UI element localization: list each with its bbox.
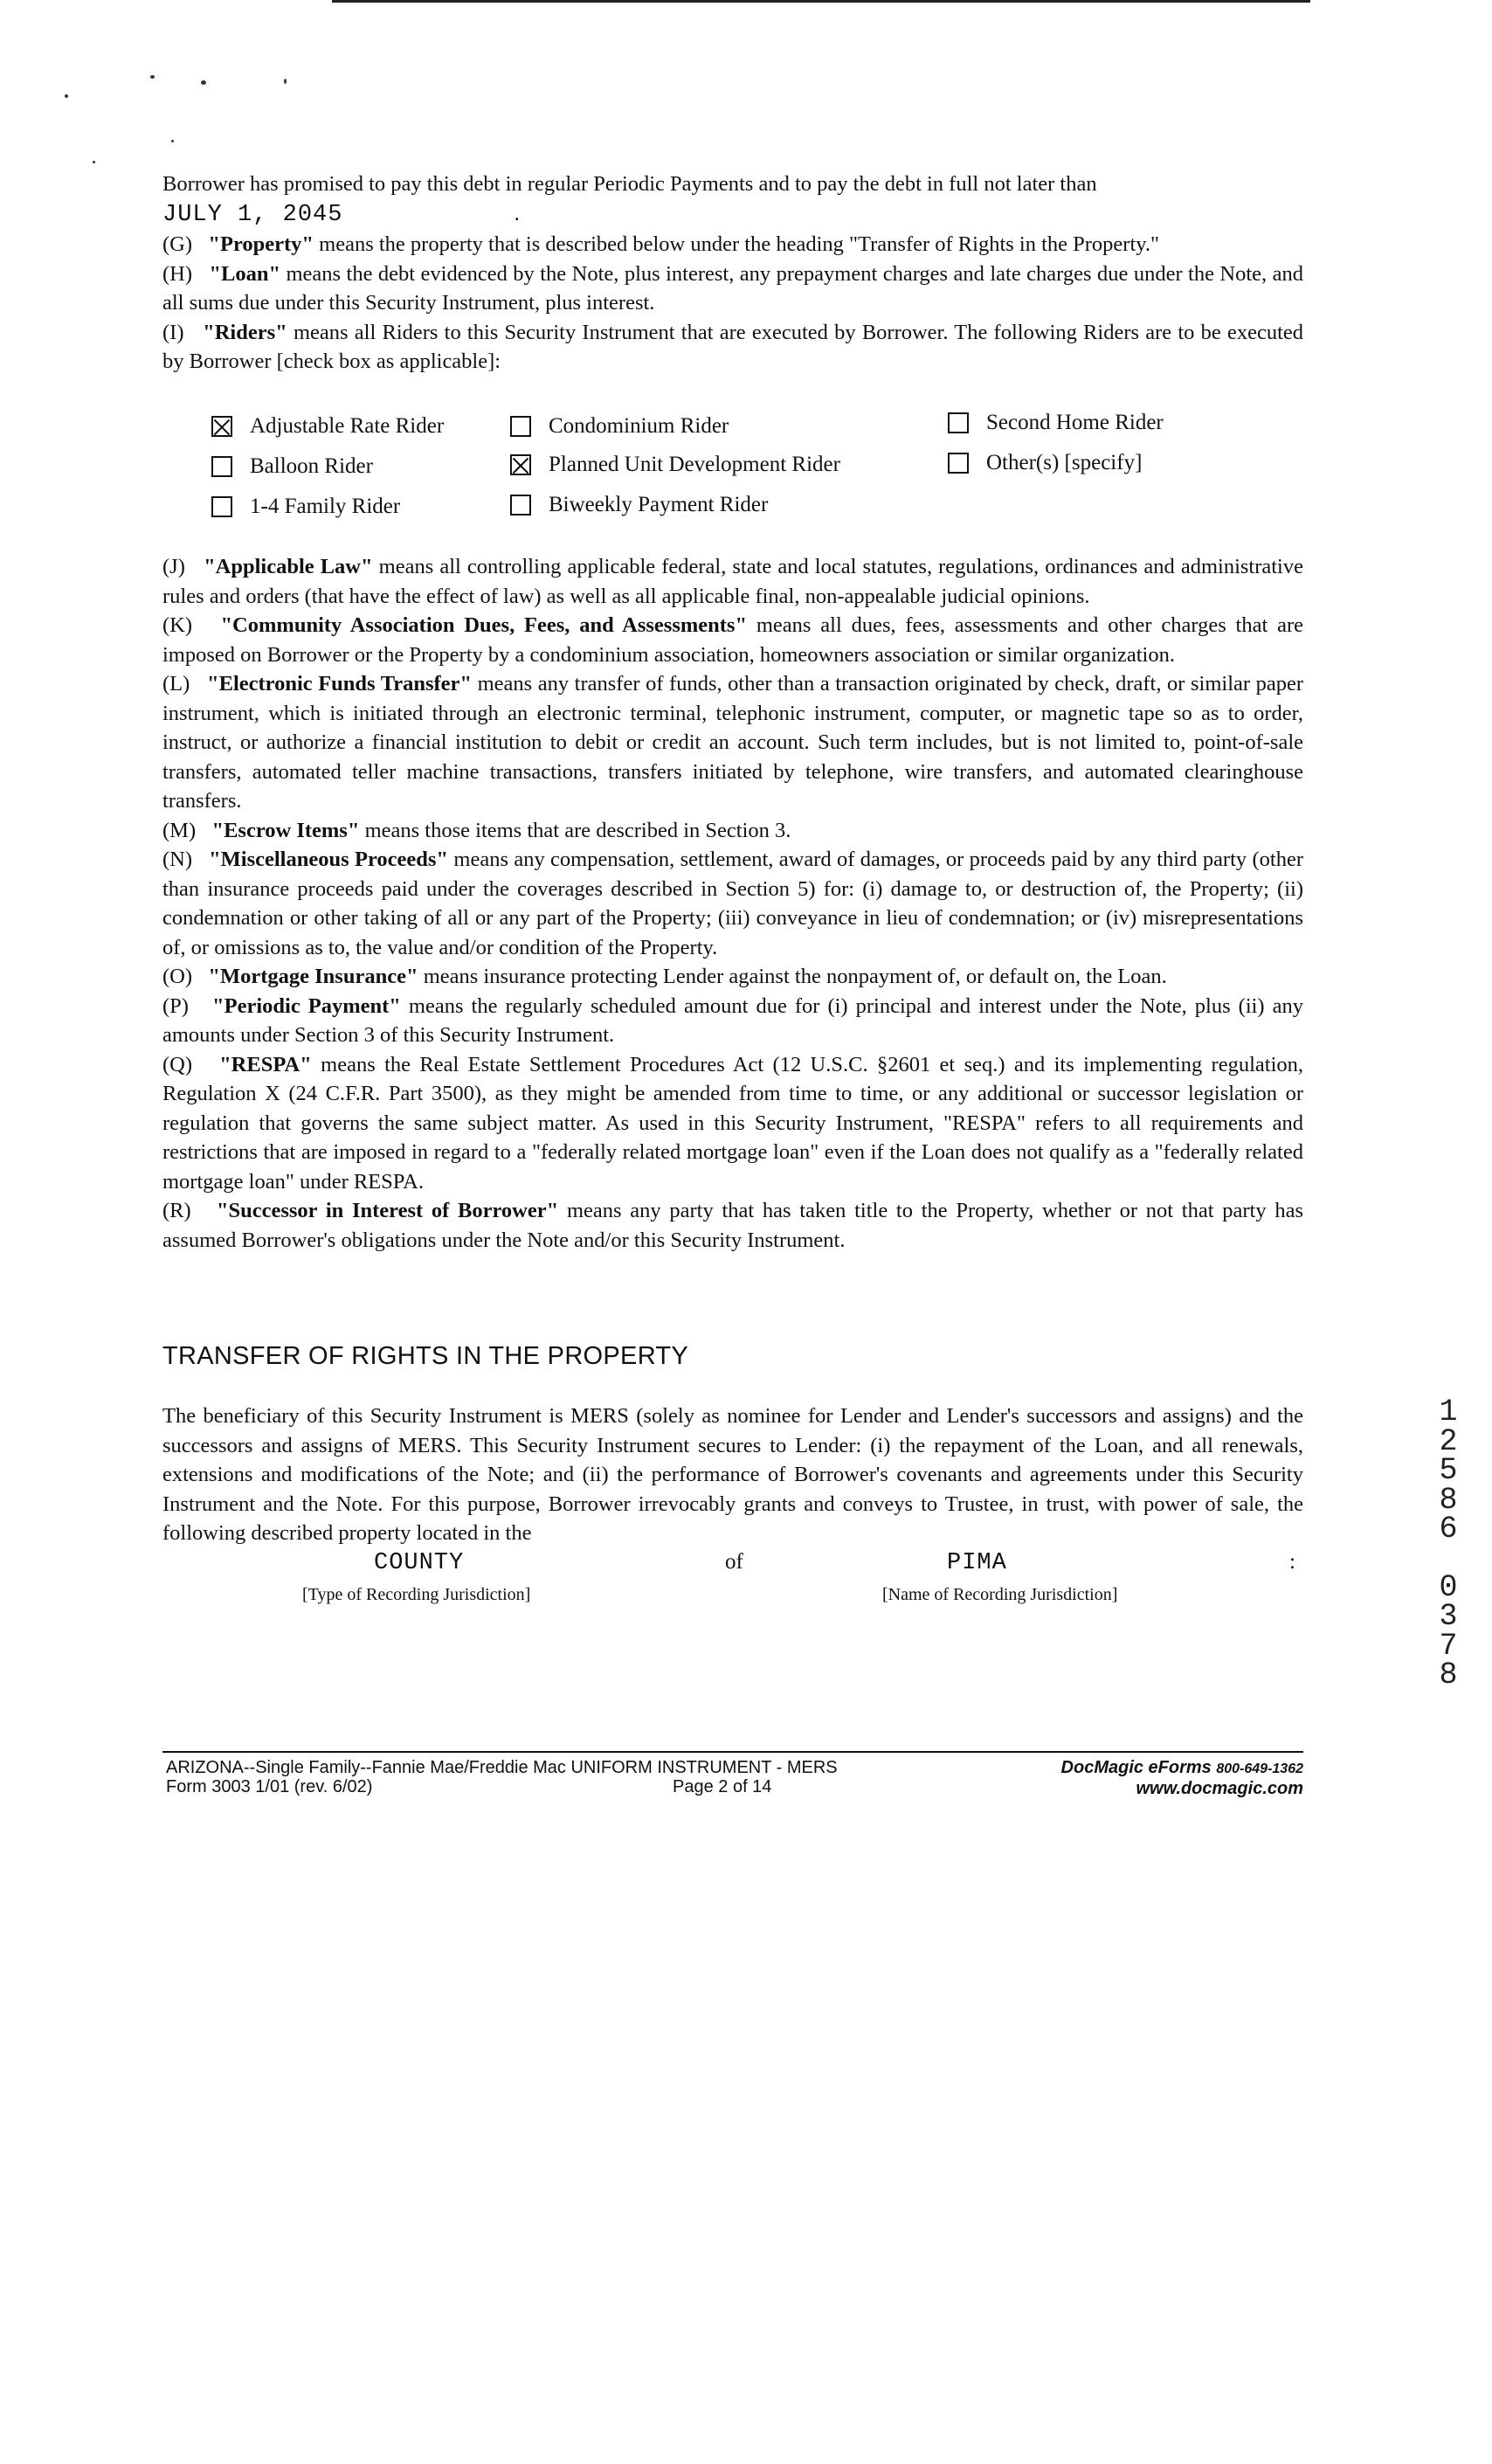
scan-top-edge [332, 0, 1310, 3]
footer-phone: 800-649-1362 [1216, 1761, 1303, 1776]
definition-k: (K) "Community Association Dues, Fees, and Assessments" means all dues, fees, assessments and other charges that are imposed on Borrower or the Property by a condominium association, homeowners association or similar organization. [162, 613, 1303, 667]
jurisdiction-colon: : [1289, 1550, 1295, 1574]
footer-page-number: Page 2 of 14 [673, 1777, 772, 1796]
rider-condominium[interactable]: Condominium Rider [510, 414, 729, 439]
checkbox-icon[interactable] [510, 495, 531, 516]
checkbox-icon[interactable] [211, 456, 232, 477]
definition-o: (O) "Mortgage Insurance" means insurance protecting Lender against the nonpayment of, or default on, the Loan. [162, 965, 1167, 988]
definition-h: (H) "Loan" means the debt evidenced by the Note, plus interest, any prepayment charges and late charges due under the Note, and all sums due under this Security Instrument, plus interest. [162, 261, 1304, 315]
checked-checkbox-icon[interactable] [510, 454, 531, 475]
recording-number-stamp: 1 2 5 8 6 0 3 7 8 [1439, 1395, 1458, 1692]
rider-balloon[interactable]: Balloon Rider [211, 454, 373, 479]
scan-speck [171, 140, 174, 142]
checkbox-icon[interactable] [211, 496, 232, 517]
definition-g: (G) "Property" means the property that is described below under the heading "Transfer of Rights in the Property." [162, 232, 1160, 256]
docmagic-logo: DocMagic eForms [1060, 1758, 1212, 1777]
jurisdiction-name-label: [Name of Recording Jurisdiction] [882, 1585, 1118, 1604]
jurisdiction-of: of [725, 1550, 743, 1574]
definition-r: (R) "Successor in Interest of Borrower" means any party that has taken title to the Property, whether or not that party has assumed Borrower's obligations under the Note and/or this Security Instrument. [162, 1199, 1304, 1252]
definition-l: (L) "Electronic Funds Transfer" means any transfer of funds, other than a transaction originated by check, draft, or similar paper instrument, which is initiated through an electronic terminal, telephonic instrument, computer, or magnetic tape so as to order, instruct, or authorize a financial institution to debit or credit an account. Such term includes, but is not limited to, point-of-sale transfers, automated teller machine transactions, transfers initiated by telephone, wire transfers, and automated clearinghouse transfers. [162, 672, 1304, 813]
definition-q: (Q) "RESPA" means the Real Estate Settlement Procedures Act (12 U.S.C. §2601 et seq.) and its implementing regulation, Regulation X (24 C.F.R. Part 3500), as they might be amended from time to time, or any additional or successor legislation or regulation that governs the same subject matter. As used in this Security Instrument, "RESPA" refers to all requirements and restrictions that are imposed in regard to a "federally related mortgage loan" even if the Loan does not qualify as a "federally related mortgage loan" under RESPA. [162, 1052, 1303, 1194]
footer-form-title: ARIZONA--Single Family--Fannie Mae/Freddie Mac UNIFORM INSTRUMENT - MERS [166, 1758, 838, 1777]
scan-speck [150, 75, 155, 79]
rider-biweekly-payment[interactable]: Biweekly Payment Rider [510, 493, 768, 517]
footer-website[interactable]: www.docmagic.com [1136, 1779, 1303, 1798]
rider-1-4-family[interactable]: 1-4 Family Rider [211, 495, 400, 519]
rider-second-home[interactable]: Second Home Rider [948, 411, 1164, 435]
jurisdiction-type-value: COUNTY [374, 1550, 465, 1576]
definitions-bottom [162, 552, 1303, 1255]
rider-planned-unit-development[interactable]: Planned Unit Development Rider [510, 453, 840, 477]
scan-speck [93, 161, 95, 163]
scan-speck [65, 94, 68, 98]
rider-other[interactable]: Other(s) [specify] [948, 451, 1142, 475]
footer-brand [987, 1758, 1303, 1798]
checked-checkbox-icon[interactable] [211, 416, 232, 437]
checkbox-icon[interactable] [948, 453, 969, 474]
definition-m: (M) "Escrow Items" means those items that are described in Section 3. [162, 818, 791, 842]
jurisdiction-name-value: PIMA [947, 1550, 1007, 1576]
maturity-period: . [514, 201, 520, 225]
definition-i: (I) "Riders" means all Riders to this Security Instrument that are executed by Borrower. The following Riders are to be executed by Borrower [check box as applicable]: [162, 320, 1304, 373]
footer-form-number: Form 3003 1/01 (rev. 6/02) [166, 1777, 373, 1796]
checkbox-icon[interactable] [510, 416, 531, 437]
riders-checklist [211, 411, 1260, 533]
definition-p: (P) "Periodic Payment" means the regularly scheduled amount due for (i) principal and interest under the Note, plus (ii) any amounts under Section 3 of this Security Instrument. [162, 993, 1303, 1047]
maturity-date: JULY 1, 2045 [162, 201, 343, 228]
intro-text: Borrower has promised to pay this debt in regular Periodic Payments and to pay the debt in full not later than [162, 172, 1097, 196]
scan-speck [201, 80, 206, 85]
definition-j: (J) "Applicable Law" means all controlling applicable federal, state and local statutes, regulations, ordinances and administrative rules and orders (that have the effect of law) as well as all applicable final, non-appealable judicial opinions. [162, 555, 1303, 608]
definitions-top [162, 170, 1303, 377]
section-heading: TRANSFER OF RIGHTS IN THE PROPERTY [162, 1342, 689, 1370]
footer-rule [162, 1751, 1303, 1753]
definition-n: (N) "Miscellaneous Proceeds" means any compensation, settlement, award of damages, or proceeds paid by any third party (other than insurance proceeds paid under the coverages described in Section 5) for: (i) damage to, or destruction of, the Property; (ii) condemnation or other taking of all or any part of the Property; (iii) conveyance in lieu of condemnation; or (iv) misrepresentations of, or omissions as to, the value and/or condition of the Property. [162, 848, 1303, 959]
rider-adjustable-rate[interactable]: Adjustable Rate Rider [211, 414, 444, 439]
jurisdiction-type-label: [Type of Recording Jurisdiction] [302, 1585, 531, 1604]
checkbox-icon[interactable] [948, 412, 969, 433]
scan-speck [284, 79, 287, 84]
intro-paragraph [162, 170, 1303, 230]
transfer-paragraph: The beneficiary of this Security Instrument is MERS (solely as nominee for Lender and Lender's successors and assigns) and the successors and assigns of MERS. This Security Instrument secures to Lender: (i) the repayment of the Loan, and all renewals, extensions and modifications of the Note; and (ii) the performance of Borrower's covenants and agreements under this Security Instrument and the Note. For this purpose, Borrower irrevocably grants and conveys to Trustee, in trust, with power of sale, the following described property located in the [162, 1404, 1303, 1545]
